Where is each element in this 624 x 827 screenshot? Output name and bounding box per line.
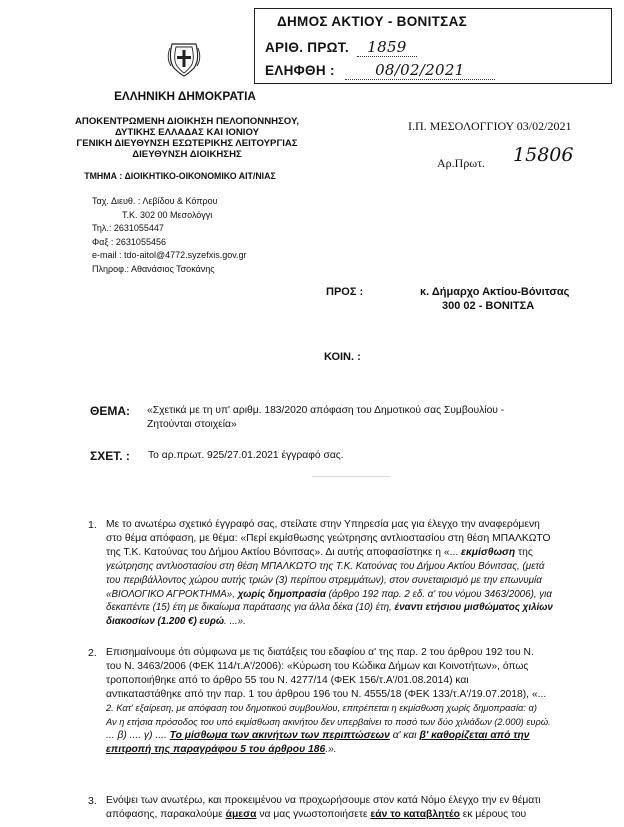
p2-line-2: του Ν. 3463/2006 (ΦΕΚ 114/τ.Α'/2006): «Κύρωση του Κώδικα Δήμων και Κοινοτήτων», όπως [106,660,529,672]
p3-line-1: Ενόψει των ανωτέρω, και προκειμένου να προχωρήσουμε στον κατά Νόμο έλεγχο την εν θέματι [106,795,541,806]
reference-number-row [437,144,574,172]
admin-line-2: ΔΥΤΙΚΗΣ ΕΛΛΑΔΑΣ ΚΑΙ ΙΟΝΙΟΥ [114,127,260,138]
paragraph-1 [106,518,604,629]
greek-coat-of-arms-icon [164,38,204,78]
p1-line-8-b: . ...». [224,616,246,628]
p3-line-2 [106,808,604,822]
p2-line-8-b: .». [325,744,337,756]
paragraph-2-number: 2. [88,647,97,659]
admin-line-3: ΓΕΝΙΚΗ ΔΙΕΥΘΥΝΣΗ ΕΣΩΤΕΡΙΚΗΣ ΛΕΙΤΟΥΡΓΙΑΣ [76,138,298,149]
p1-line-1: Με το ανωτέρω σχετικό έγγραφό σας, στείλατε στην Υπηρεσία μας για έλεγχο την αναφερόμενη [106,519,540,530]
p3-line-2-b: άμεσα [225,808,257,820]
p3-line-2-d: εάν το καταβλητέο [370,808,460,820]
p3-line-2-c: να μας γνωστοποιήσετε [256,808,371,820]
related-text: Το αρ.πρωτ. 925/27.01.2021 έγγραφό σας. [148,450,344,461]
p3-line-2-a: απόφασης, παρακαλούμε [106,808,226,820]
p2-line-7-d: β' καθορίζεται από την [419,730,530,742]
p1-line-7-b: έναντι ετήσιου μισθώματος χιλίων [394,602,553,614]
p1-line-8-a: διακοσίων (1.200 €) ευρώ [106,616,225,628]
paragraph-1-number: 1. [88,519,97,531]
p1-line-3-c: της [515,546,533,558]
reference-number: 15806 [513,144,574,166]
paragraph-3-number: 3. [88,795,97,807]
admin-line-4: ΔΙΕΥΘΥΝΣΗ ΔΙΟΙΚΗΣΗΣ [132,149,242,160]
p2-line-4: αντικαταστάθηκε από την παρ. 1 του άρθρου 196 του Ν. 4555/18 (ΦΕΚ 133/τ.Α'/19.07.2018), «... [106,688,547,700]
p2-line-7-a: ... β) .... γ) .... [106,730,170,742]
contact-address-1: Ταχ. Διευθ. : Λεβίδου & Κόπρου [92,196,218,206]
contact-email: e-mail : tdo-aitol@4772.syzefxis.gov.gr [92,250,247,261]
contact-block [92,195,247,277]
subject-text [147,404,587,432]
p1-line-3 [106,546,604,560]
stamp-protocol-number: 1859 [367,38,407,56]
stamp-received-row [265,61,495,80]
stamp-protocol-label: ΑΡΙΘ. ΠΡΩΤ. [265,40,349,55]
paragraph-2 [106,646,604,757]
p1-line-3-a: της Τ.Κ. Κατούνας του Δήμου Ακτίου Βόνιτσας». Δι αυτής αποφασίστηκε η «... [106,546,462,558]
reference-label: Αρ.Πρωτ. [437,156,486,170]
subject-line-1: «Σχετικά με τη υπ' αριθμ. 183/2020 απόφαση του Δημοτικού σας Συμβουλίου - [147,405,505,416]
department-line: ΤΜΗΜΑ : ΔΙΟΙΚΗΤΙΚΟ-ΟΙΚΟΝΟΜΙΚΟ ΑΙΤ/ΝΙΑΣ [84,171,276,181]
p2-line-8-a: επιτροπή της παραγράφου 5 του άρθρου 186 [106,744,326,756]
p2-line-3: τροποποιήθηκε από το άρθρο 55 του Ν. 4277/14 (ΦΕΚ 156/τ.Α'/01.08.2014) και [106,674,469,686]
p2-line-7 [106,729,604,743]
contact-fax: Φαξ : 2631055456 [92,236,166,247]
republic-title: ΕΛΛΗΝΙΚΗ ΔΗΜΟΚΡΑΤΙΑ [114,89,256,103]
p1-line-5: του περιβάλλοντος χώρου αυτής τριών (3) περίπου στρεμμάτων), στον συνεταιρισμό με την επωνυμία [106,574,542,586]
p1-line-3-b: εκμίσθωση [461,546,516,558]
p2-line-1: Επισημαίνουμε ότι σύμφωνα με τις διατάξεις του εδαφίου α' της παρ. 2 του άρθρου 192 του Ν. [106,647,534,658]
recipient-label: ΠΡΟΣ : [326,286,364,298]
p1-line-2: στο θέμα απόφαση, με θέμα: «Περί εκμίσθωσης γεώτρησης αντλιοστασίου στη θέση ΜΠΑΛΚΩΤΟ [106,532,551,544]
p1-line-8 [106,615,604,629]
p3-line-2-e: εκ μέρους του [459,808,527,820]
p1-line-4: γεώτρησης αντλιοστασίου στη θέση ΜΠΑΛΚΩΤΟ της Τ.Κ. Κατούνας του Δήμου Ακτίου Βόνιτσας, (μετά [106,560,545,572]
recipient-name: κ. Δήμαρχο Ακτίου-Βόνιτσας [420,286,570,298]
subject-line-2: Ζητούνται στοιχεία» [147,418,237,430]
p1-line-6-c: (άρθρο 192 παρ. 2 εδ. α' του νόμου 3463/2006), για [325,588,552,600]
faint-stamp-mark [312,476,390,511]
stamp-received-date: 08/02/2021 [375,61,465,79]
stamp-municipality: ΔΗΜΟΣ ΑΚΤΙΟΥ - ΒΟΝΙΤΣΑΣ [277,14,468,29]
p1-line-7-a: δεκαπέντε (15) έτη με δικαίωμα παράτασης για άλλα δέκα (10) έτη, [106,602,395,614]
koin-label: ΚΟΙΝ. : [324,351,361,363]
paragraph-3 [106,794,604,822]
p2-line-7-c: α' και [389,730,420,742]
related-label: ΣΧΕΤ. : [90,449,130,463]
stamp-protocol-row [265,38,417,57]
place-date: Ι.Π. ΜΕΣΟΛΟΓΓΙΟΥ 03/02/2021 [408,119,572,133]
p2-line-5: 2. Κατ' εξαίρεση, με απόφαση του δημοτικού συμβουλίου, επιτρέπεται η εκμίσθωση χωρίς δημοπρασία: α) [106,702,537,713]
stamp-received-label: ΕΛΗΦΘΗ : [265,63,335,78]
p2-line-6: Αν η ετήσια πρόσοδος του υπό εκμίσθωση ακινήτου δεν υπερβαίνει το ποσό των δύο χιλιάδων (2.000) ευρώ. [106,716,551,727]
p1-line-6 [106,588,604,602]
recipient-postal: 300 02 - ΒΟΝΙΤΣΑ [442,300,535,312]
subject-label: ΘΕΜΑ: [90,404,130,418]
admin-line-1: ΑΠΟΚΕΝΤΡΩΜΕΝΗ ΔΙΟΙΚΗΣΗ ΠΕΛΟΠΟΝΝΗΣΟΥ, [74,116,300,127]
contact-info-person: Πληροφ.: Αθανάσιος Τσοκάνης [92,263,215,274]
received-stamp [254,8,612,84]
p1-line-7 [106,601,604,615]
contact-address-2: Τ.Κ. 302 00 Μεσολόγγι [122,209,213,220]
p1-line-6-a: «ΒΙΟΛΟΓΙΚΟ ΑΓΡΟΚΤΗΜΑ», [106,588,238,600]
p2-line-7-b: Το μίσθωμα των ακινήτων των περιπτώσεων [169,730,390,742]
p2-line-8 [106,743,604,757]
p1-line-6-b: χωρίς δημοπρασία [237,588,326,600]
contact-phone: Τηλ.: 2631055447 [92,223,164,234]
